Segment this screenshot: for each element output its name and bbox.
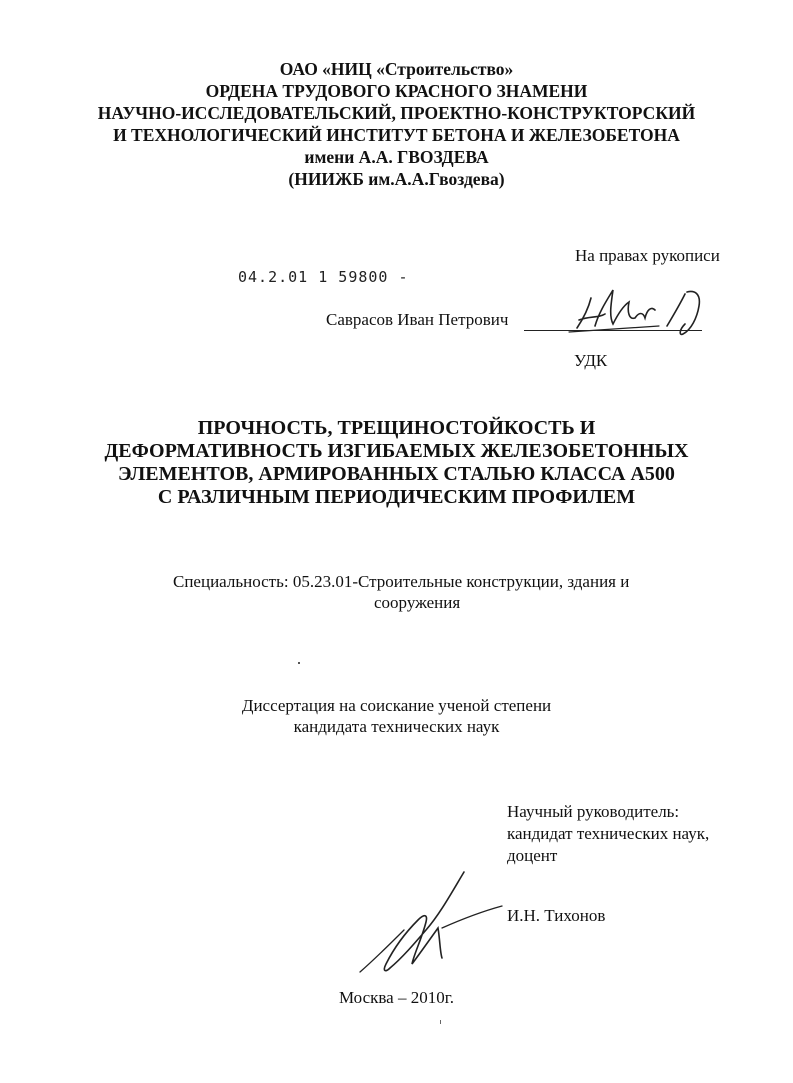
scan-speck [298, 662, 300, 664]
header-line: ОАО «НИЦ «Строительство» [279, 59, 514, 79]
manuscript-rights-note: На правах рукописи [575, 246, 720, 265]
specialty-line: Специальность: 05.23.01-Строительные конструкции, здания и [173, 572, 630, 591]
supervisor-block [507, 801, 709, 867]
supervisor-title: доцент [507, 846, 558, 865]
header-line: (НИИЖБ им.А.А.Гвоздева) [288, 169, 505, 189]
header-line: имени А.А. ГВОЗДЕВА [304, 147, 489, 167]
supervisor-degree: кандидат технических наук, [507, 824, 710, 843]
title-line: ПРОЧНОСТЬ, ТРЕЩИНОСТОЙКОСТЬ И [197, 417, 596, 439]
udk-label: УДК [574, 351, 608, 370]
author-signature-icon [555, 276, 715, 346]
header-line: НАУЧНО-ИССЛЕДОВАТЕЛЬСКИЙ, ПРОЕКТНО-КОНСТРУКТОРСКИЙ [97, 103, 696, 123]
dissertation-line: Диссертация на соискание ученой степени [241, 696, 552, 715]
supervisor-name: И.Н. Тихонов [507, 906, 606, 925]
title-line: С РАЗЛИЧНЫМ ПЕРИОДИЧЕСКИМ ПРОФИЛЕМ [157, 486, 636, 508]
title-line: ДЕФОРМАТИВНОСТЬ ИЗГИБАЕМЫХ ЖЕЛЕЗОБЕТОННЫХ [104, 440, 689, 462]
scan-mark [440, 1020, 441, 1024]
specialty-block [173, 571, 733, 613]
title-line: ЭЛЕМЕНТОВ, АРМИРОВАННЫХ СТАЛЬЮ КЛАССА А500 [118, 463, 675, 485]
registration-number-stamp: 04.2.01 1 59800 - [238, 268, 409, 286]
dissertation-degree-block [0, 695, 793, 737]
supervisor-signature-icon [356, 868, 506, 978]
dissertation-line: кандидата технических наук [293, 717, 500, 736]
place-and-year: Москва – 2010г. [338, 988, 455, 1007]
header-line: И ТЕХНОЛОГИЧЕСКИЙ ИНСТИТУТ БЕТОНА И ЖЕЛЕЗОБЕТОНА [113, 125, 680, 145]
author-name: Саврасов Иван Петрович [326, 310, 509, 329]
specialty-line: сооружения [374, 593, 461, 612]
supervisor-role: Научный руководитель: [507, 802, 680, 821]
header-line: ОРДЕНА ТРУДОВОГО КРАСНОГО ЗНАМЕНИ [205, 81, 588, 101]
dissertation-title [0, 417, 793, 509]
institution-header [0, 58, 793, 190]
